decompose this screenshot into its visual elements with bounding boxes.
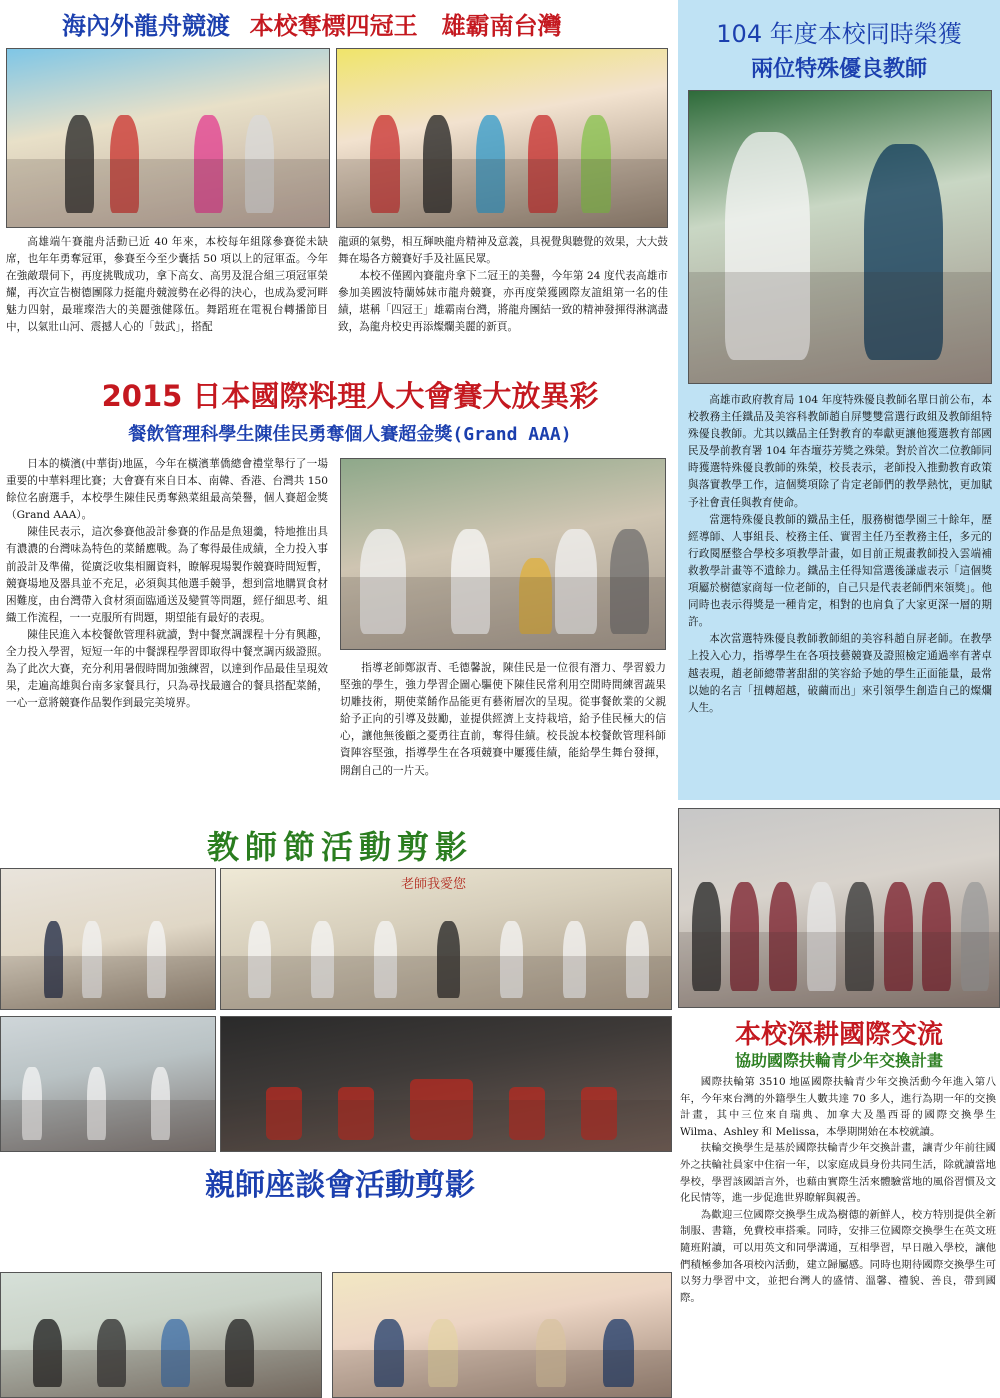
article3-p3: 本次當選特殊優良教師教師組的美容科趙自屏老師。在教學上投入心力，指導學生在各項技藝競賽及證照檢定通過率有著卓越表現，趙老師總帶著甜甜的笑容給予她的學生正面能量，最常以她的名言「扭轉超越，破繭而出」來引領學生創造自己的燦爛人生。 (688, 633, 992, 714)
article2-col1-p1: 日本的橫濱(中華街)地區，今年在橫濱華僑總會禮堂舉行了一場重要的中華料理比賽；大會賽有來自日本、南韓、香港、台灣共 150 餘位名廚選手，本校學生陳佳民勇奪熱菜組最高榮譽，個人賽超金獎（Grand AAA）。 (6, 458, 328, 522)
article4-p2: 扶輪交換學生是基於國際扶輪青少年交換計畫，讓青少年前往國外之扶輪社員家中住宿一年，以家庭成員身份共同生活，除就讀當地學校，學習該國語言外，也藉由實際生活來體驗當地的風俗習慣及文化民情等，進一步促進世界瞭解與親善。 (680, 1142, 996, 1205)
article1-col2-p1: 龍頭的氣勢，相互輝映龍舟精神及意義，具視覺與聽覺的效果，大大鼓舞在場各方競賽好手及社區民眾。 (338, 236, 668, 266)
article1-col2-p2: 本校不僅國內賽龍舟拿下二冠王的美譽，今年第 24 度代表高雄市參加美國波特蘭姊妹市龍舟競賽，亦再度榮獲國際友誼組第一名的佳績，堪稱「四冠王」雄霸南台灣，將龍舟團結一致的精神發揮得淋漓盡致，為龍舟校史再添燦爛美麗的新頁。 (338, 270, 668, 334)
article1-title-part1: 海內外龍舟競渡 (62, 12, 230, 40)
article2-col2: 指導老師鄭淑青、毛德馨說，陳佳民是一位很有潛力、學習毅力堅強的學生，強力學習企圖心驅使下陳佳民常利用空閒時間練習蔬果切雕技術，期使菜餚作品能更有藝術層次的呈現。從事餐飲業的父親給予正向的引導及鼓勵，並提供經濟上支持栽培，給予佳民極大的信心，讓他無後顧之憂勇往直前，奪得佳績。校長說本校餐飲管理科師資陣容堅強，指導學生在各項競賽中屢獲佳績，能給學生舞台發揮，開創自己的一片天。 (340, 662, 666, 777)
article4-title: 本校深耕國際交流 (734, 1020, 943, 1050)
article1-col2 (338, 234, 668, 362)
teacher-day-banner: 老師我愛您 (401, 877, 467, 892)
exchange-students-photo (678, 808, 1000, 1008)
article4-body (680, 1074, 996, 1394)
teachers-award-photo (688, 90, 992, 384)
teacher-day-section-title: 教師節活動剪影 (206, 828, 473, 866)
article3-body (688, 392, 992, 796)
article3-subtitle: 兩位特殊優良教師 (750, 57, 927, 82)
article2-subtitle: 餐飲管理科學生陳佳民勇奪個人賽超金獎(Grand AAA) (128, 424, 572, 445)
article1-title-part2: 本校奪標四冠王 雄霸南台灣 (249, 12, 562, 40)
dragonboat-photo-2 (336, 48, 668, 228)
teacher-day-drum-photo (220, 1016, 672, 1152)
dragonboat-photo-1 (6, 48, 330, 228)
article4-subtitle: 協助國際扶輪青少年交換計畫 (734, 1051, 943, 1070)
parent-teacher-photo-2 (332, 1272, 672, 1398)
teachers-award-panel (678, 0, 1000, 800)
teacher-day-photo-2 (220, 868, 672, 1010)
article2-title: 2015 日本國際料理人大會賽大放異彩 (101, 379, 599, 413)
teacher-day-photo-1 (0, 868, 216, 1010)
article1-title (62, 6, 622, 40)
article2-col1-p3: 陳佳民進入本校餐飲管理科就讀，對中餐烹調課程十分有興趣，全力投入學習，短短一年的中餐課程學習即取得中餐烹調丙級證照。為了此次大賽，充分利用暑假時間加強練習，以達到作品最佳呈現效果，走遍高雄與台南多家餐具行，只為尋找最適合的餐具搭配菜餚，一心一意將競賽作品製作到最完美境界。 (6, 628, 328, 710)
article2-col1-p2: 陳佳民表示，這次參賽他設計參賽的作品是魚翅羹，特地推出具有濃濃的台灣味為特色的菜餚應戰。為了奪得最佳成績，全力投入事前設計及準備，從廣泛收集相關資料，瞭解現場製作競賽時間短暫，競賽場地及器具並不充足，必須與其他選手競爭，想到當地購買食材困難度，由台灣帶入食材須面臨通送及變質等問題，經仔細思考、組織工作流程，一一克服所有問題，期望能有最好的表現。 (6, 526, 328, 624)
teacher-day-photo-3 (0, 1016, 216, 1152)
parent-teacher-section-title: 親師座談會活動剪影 (205, 1168, 475, 1203)
article4-p1: 國際扶輪第 3510 地區國際扶輪青少年交換活動今年進入第八年，今年來台灣的外籍學生人數共達 70 多人，進行為期一年的交換計畫，其中三位來自瑞典、加拿大及墨西哥的國際交換學生 Wilma、Ashley 和 Melissa，本學期開始在本校就讀。 (680, 1076, 996, 1138)
article3-p2: 當選特殊優良教師的鐵品主任，服務樹德學園三十餘年，歷經導師、人事組長、校務主任、實習主任乃至教務主任，多元的行政閱歷整合學校多項教學計畫，如目前正規畫教師投入雲端補救教學計畫等不遺餘力。鐵品主任得知當選後謙虛表示「這個獎項屬於樹德家商每一位老師的，自己只是代表老師們來領獎」。他同時也表示得獎是一種肯定，相對的也肩負了大家更深一層的期許。 (688, 513, 992, 629)
article3-title: 104 年度本校同時榮獲 (716, 20, 962, 48)
article4-p3: 為歡迎三位國際交換學生成為樹德的新鮮人，校方特別提供全新制服、書籍，免費校車搭乘。同時，安排三位國際交換學生在英文班隨班附讀，可以用英文和同學溝通，互相學習，早日融入學校，讓他們積極參加各項校內活動，建立歸屬感。同時也期待國際交換學生可以努力學習中文，並把台灣人的盛情、溫馨、禮貌、善良，帶到國際。 (680, 1208, 996, 1304)
parent-teacher-photo-1 (0, 1272, 322, 1398)
article1-col1: 高雄端午賽龍舟活動已近 40 年來，本校每年組隊參賽從未缺席，也年年勇奪冠軍，參賽至今至少囊括 50 項以上的冠軍盃。今年在強敵環伺下，再度挑戰成功，拿下高女、高男及混合組三項冠軍榮耀，再次宣告樹德團隊力挺龍舟競渡勢在必得的決心，也成為愛河畔魅力四射，最璀璨浩大的美麗強健隊伍。舞蹈班在電視台轉播節目中，以氣壯山河、震撼人心的「鼓武」，搭配 (6, 236, 328, 334)
article2-col1 (6, 456, 328, 834)
article3-p1: 高雄市政府教育局 104 年度特殊優良教師名單日前公布，本校教務主任鐵品及美容科教師趙自屏雙雙當選行政組及教師組特殊優良教師。尤其以鐵品主任對教育的奉獻更讓他獲選教育部國民及學前教育署 104 年杏壇芬芳獎之殊榮。對於首次二位教師同時獲選特殊優良教師的殊榮，校長表示，老師投入推動教育政策與落實教學工作，這個獎項除了肯定老師們的教學熱忱，更加賦予社會責任與教育使命。 (688, 394, 992, 509)
cooking-award-photo (340, 458, 666, 650)
